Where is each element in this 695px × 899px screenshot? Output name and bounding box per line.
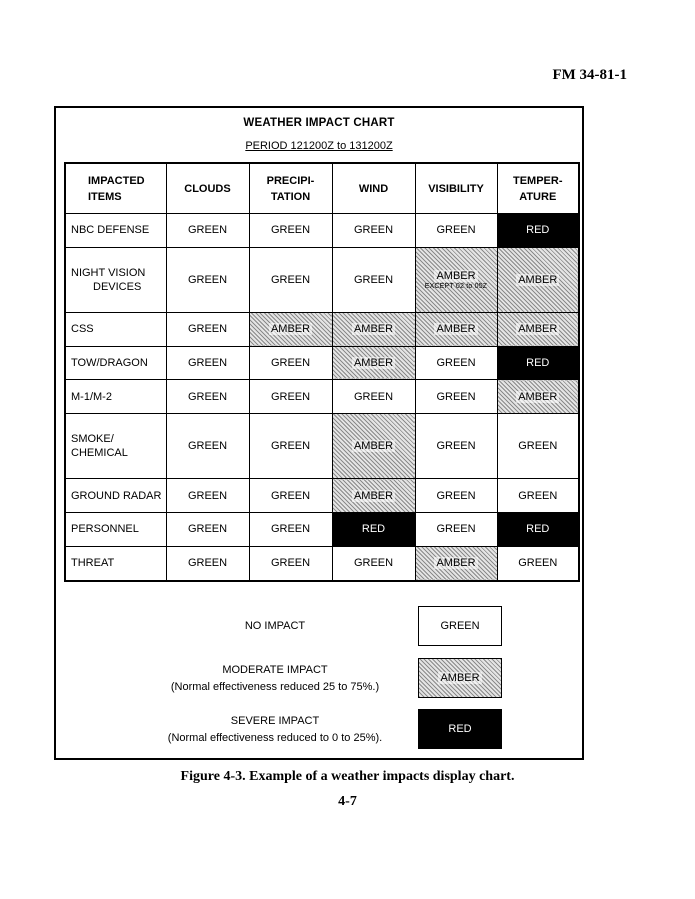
impact-cell-visibility: AMBER [415, 312, 497, 346]
impact-cell-clouds: GREEN [166, 380, 249, 414]
weather-impact-table [64, 162, 580, 582]
impact-cell-clouds: GREEN [166, 346, 249, 380]
impact-cell-temperature: RED [497, 214, 579, 248]
legend-no-impact-label: NO IMPACT [244, 620, 306, 632]
impact-cell-clouds: GREEN [166, 546, 249, 581]
impact-cell-temperature: AMBER [497, 247, 579, 312]
impact-cell-visibility: GREEN [415, 380, 497, 414]
impact-cell-precipitation: GREEN [249, 479, 332, 513]
impact-cell-wind: GREEN [332, 380, 415, 414]
table-header-row [65, 163, 579, 214]
column-header-temperature: TEMPER- ATURE [497, 163, 579, 214]
row-label: TOW/DRAGON [65, 346, 166, 380]
row-label: NBC DEFENSE [65, 214, 166, 248]
impact-cell-wind: AMBER [332, 312, 415, 346]
impact-cell-temperature: AMBER [497, 380, 579, 414]
legend-amber-swatch: AMBER [418, 658, 502, 698]
impact-cell-precipitation: GREEN [249, 247, 332, 312]
impact-cell-precipitation: GREEN [249, 512, 332, 546]
column-header-precipitation: PRECIPI- TATION [249, 163, 332, 214]
impact-cell-visibility: GREEN [415, 214, 497, 248]
impact-cell-temperature: RED [497, 512, 579, 546]
impact-cell-precipitation: GREEN [249, 546, 332, 581]
table-row [65, 247, 579, 312]
impact-cell-visibility: GREEN [415, 346, 497, 380]
impact-cell-visibility: GREEN [415, 479, 497, 513]
impact-cell-temperature: AMBER [497, 312, 579, 346]
document-id: FM 34-81-1 [552, 67, 627, 83]
column-header-visibility: VISIBILITY [415, 163, 497, 214]
impact-cell-clouds: GREEN [166, 413, 249, 478]
legend-severe-label: SEVERE IMPACT (Normal effectiveness reduced to 0 to 25%). [150, 713, 400, 747]
impact-cell-temperature: GREEN [497, 546, 579, 581]
row-label: GROUND RADAR [65, 479, 166, 513]
table-row [65, 546, 579, 581]
visibility-exception-note: EXCEPT 02 to 05Z [424, 282, 488, 290]
impact-cell-temperature: RED [497, 346, 579, 380]
impact-cell-visibility: AMBER [415, 546, 497, 581]
impact-cell-wind: AMBER [332, 413, 415, 478]
impact-cell-clouds: GREEN [166, 247, 249, 312]
table-row [65, 512, 579, 546]
column-header-wind: WIND [332, 163, 415, 214]
impact-cell-wind: AMBER [332, 479, 415, 513]
table-row [65, 479, 579, 513]
page-number: 4-7 [338, 794, 357, 809]
figure-caption: Figure 4-3. Example of a weather impacts display chart. [180, 769, 515, 784]
chart-title: WEATHER IMPACT CHART [243, 117, 395, 129]
impact-cell-wind: GREEN [332, 247, 415, 312]
column-header-clouds: CLOUDS [166, 163, 249, 214]
impact-cell-wind: GREEN [332, 214, 415, 248]
impact-cell-precipitation: GREEN [249, 380, 332, 414]
impact-cell-precipitation: AMBER [249, 312, 332, 346]
table-row [65, 312, 579, 346]
impact-cell-wind: RED [332, 512, 415, 546]
impact-cell-clouds: GREEN [166, 512, 249, 546]
column-header-impacted-items: IMPACTED ITEMS [65, 163, 166, 214]
legend-green-swatch: GREEN [418, 606, 502, 646]
impact-cell-precipitation: GREEN [249, 413, 332, 478]
row-label: SMOKE/ CHEMICAL [65, 413, 166, 478]
impact-cell-precipitation: GREEN [249, 214, 332, 248]
impact-cell-temperature: GREEN [497, 413, 579, 478]
table-row [65, 214, 579, 248]
impact-cell-precipitation: GREEN [249, 346, 332, 380]
row-label: M-1/M-2 [65, 380, 166, 414]
impact-cell-wind: GREEN [332, 546, 415, 581]
impact-cell-visibility: GREEN [415, 413, 497, 478]
impact-cell-clouds: GREEN [166, 479, 249, 513]
impact-cell-temperature: GREEN [497, 479, 579, 513]
table-row [65, 413, 579, 478]
row-label: NIGHT VISION DEVICES [65, 247, 166, 312]
legend-moderate-detail: (Normal effectiveness reduced 25 to 75%.) [170, 681, 380, 693]
impact-cell-wind: AMBER [332, 346, 415, 380]
row-label: CSS [65, 312, 166, 346]
table-row [65, 346, 579, 380]
impact-cell-visibility: GREEN [415, 512, 497, 546]
impact-cell-visibility: AMBER EXCEPT 02 to 05Z [415, 247, 497, 312]
table-row [65, 380, 579, 414]
row-label: THREAT [65, 546, 166, 581]
row-label: PERSONNEL [65, 512, 166, 546]
legend-severe-detail: (Normal effectiveness reduced to 0 to 25%). [167, 732, 383, 744]
legend-red-swatch: RED [418, 709, 502, 749]
impact-cell-clouds: GREEN [166, 312, 249, 346]
impact-cell-clouds: GREEN [166, 214, 249, 248]
legend-moderate-label: MODERATE IMPACT (Normal effectiveness reduced 25 to 75%.) [150, 662, 400, 696]
chart-period: PERIOD 121200Z to 131200Z [245, 140, 393, 152]
